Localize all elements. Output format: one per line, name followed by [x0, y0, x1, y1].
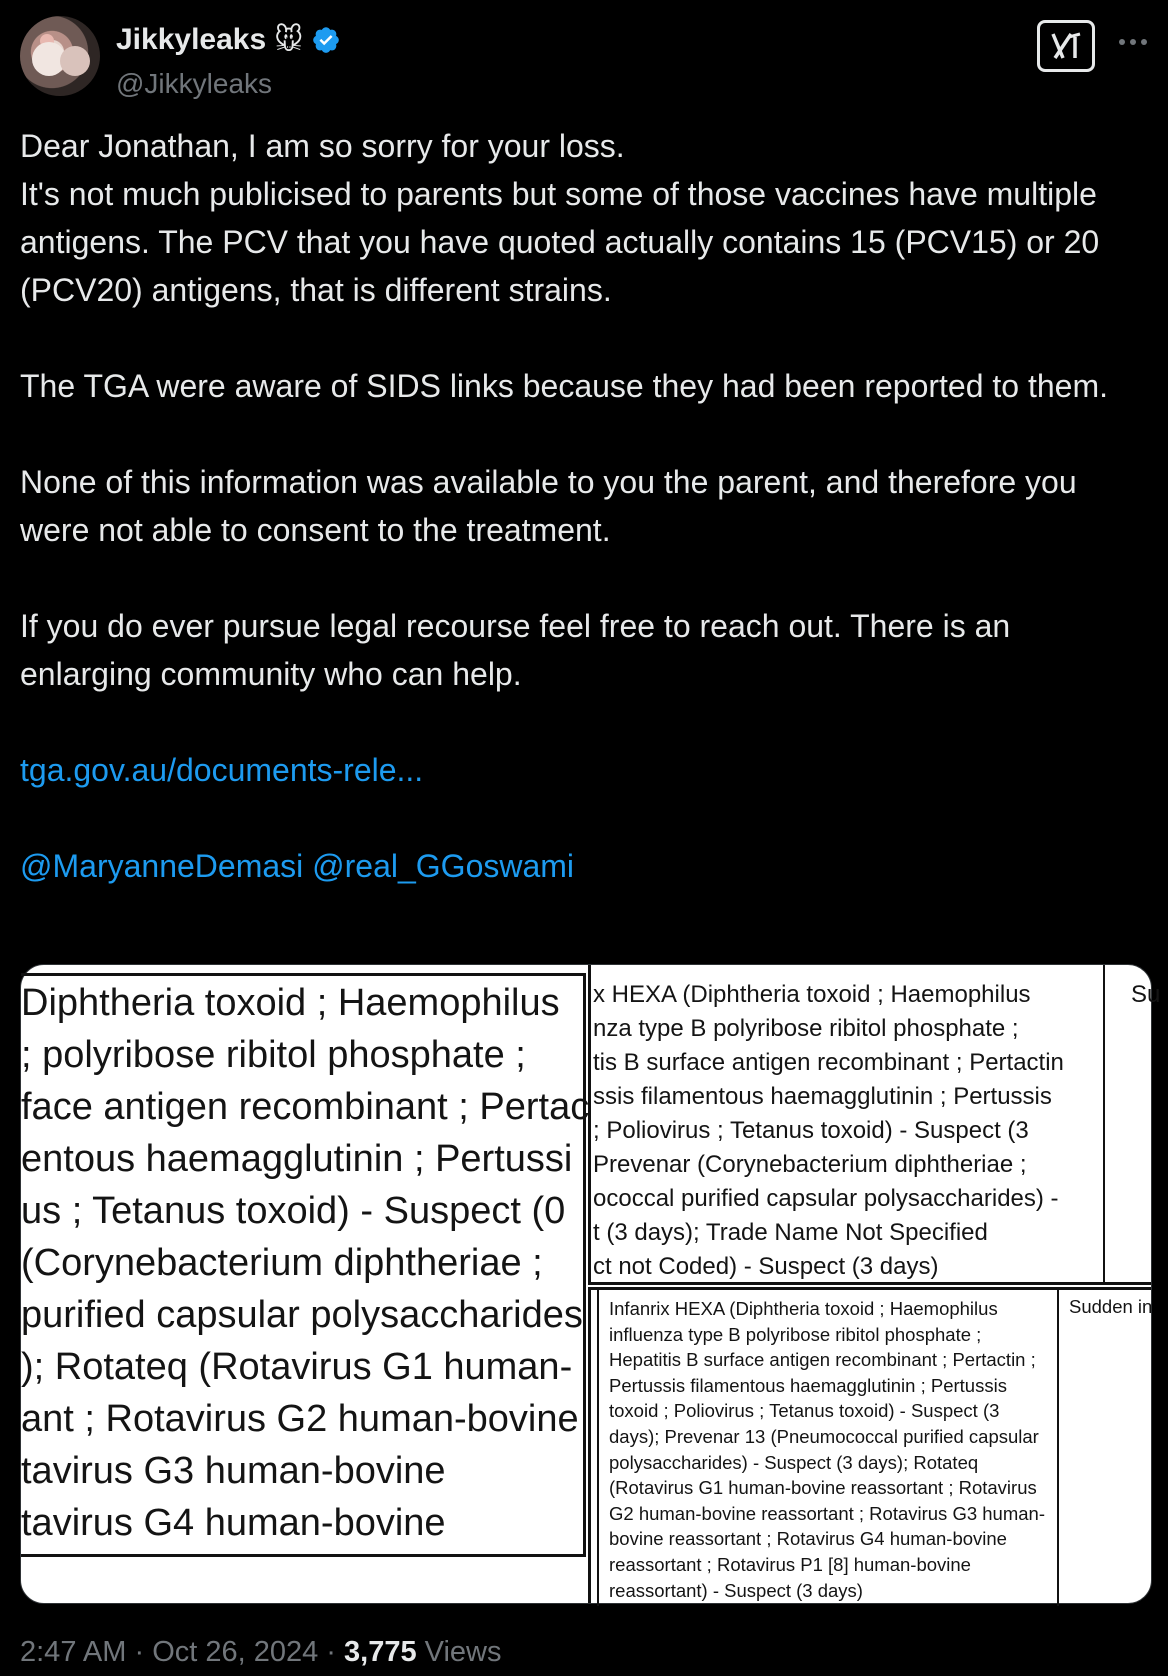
- media-text-line: ; polyribose ribitol phosphate ;: [21, 1034, 526, 1076]
- tweet-line: It's not much publicised to parents but some of those vaccines have multiple antigens. The PCV that you have quoted actually contains 15 (PCV15) or 20 (PCV20) antigens, that is different strains.: [20, 176, 1100, 308]
- media-text-line: tavirus G3 human-bovine: [21, 1450, 446, 1492]
- media-text-line: entous haemagglutinin ; Pertussi: [21, 1138, 573, 1180]
- tweet-time[interactable]: 2:47 AM: [20, 1636, 127, 1668]
- author-display-name[interactable]: Jikkyleaks: [116, 23, 267, 56]
- more-icon[interactable]: [1116, 30, 1150, 54]
- media-text-line: tis B surface antigen recombinant ; Pertactin: [593, 1049, 1064, 1076]
- media-text-line: ); Rotateq (Rotavirus G1 human-: [21, 1346, 573, 1388]
- tweet-header: [20, 16, 1148, 100]
- media-text-line: t (3 days); Trade Name Not Specified: [593, 1219, 988, 1246]
- table-divider: [597, 1290, 599, 1606]
- media-text-line: ant ; Rotavirus G2 human-bovine: [21, 1398, 579, 1440]
- views-label: Views: [424, 1636, 502, 1668]
- media-text-line: ct not Coded) - Suspect (3 days): [593, 1253, 939, 1280]
- media-text-line: (Corynebacterium diphtheriae ;: [21, 1242, 543, 1284]
- mouse-emoji-icon: 🐭: [274, 24, 304, 55]
- tweet-line: None of this information was available to you the parent, and therefore you were not able to consent to the treatment.: [20, 464, 1077, 548]
- media-text-line: ; Poliovirus ; Tetanus toxoid) - Suspect (3: [593, 1117, 1029, 1144]
- tweet-line: Dear Jonathan, I am so sorry for your loss.: [20, 128, 625, 164]
- media-text-line: Sudden in: [1069, 1296, 1153, 1317]
- author-handle[interactable]: @Jikkyleaks: [116, 68, 273, 99]
- tweet-media-image[interactable]: [20, 964, 1161, 1604]
- verified-badge-icon[interactable]: [311, 25, 341, 55]
- views-count: 3,775: [344, 1636, 417, 1668]
- media-text-line: ssis filamentous haemagglutinin ; Pertussis: [593, 1083, 1052, 1110]
- grok-button[interactable]: [1037, 20, 1095, 72]
- media-text-line: nza type B polyribose ribitol phosphate ;: [593, 1015, 1019, 1042]
- media-panel-right-bottom: [588, 1287, 1151, 1603]
- mention-link[interactable]: @MaryanneDemasi: [20, 848, 304, 884]
- media-text-line: x HEXA (Diphtheria toxoid ; Haemophilus: [593, 981, 1031, 1008]
- media-text-line: purified capsular polysaccharides: [21, 1294, 583, 1336]
- media-text-cell: Infanrix HEXA (Diphtheria toxoid ; Haemophilus influenza type B polyribose ribitol phosphate ; Hepatitis B surface antigen recombinant ; Pertactin ; Pertussis filamentous haemagglutinin ; Pertussis toxoid ; Poliovirus ; Tetanus toxoid) - Suspect (3 days); Prevenar 13 (Pneumococcal purified capsular polysaccharides) - Suspect (3 days); Rotateq (Rotavirus G1 human-bovine reassortant ; Rotavirus G2 human-bovine reassortant ; Rotavirus G3 human-bovine reassortant ; Rotavirus G4 human-bovine reassortant ; Rotavirus P1 [8] human-bovine reassortant) - Suspect (3 days): [609, 1298, 1045, 1601]
- mention-link[interactable]: @real_GGoswami: [312, 848, 575, 884]
- table-divider: [1057, 1290, 1059, 1606]
- tweet-line: If you do ever pursue legal recourse feel free to reach out. There is an enlarging community who can help.: [20, 608, 1011, 692]
- avatar[interactable]: [20, 16, 100, 96]
- media-text-line: Diphtheria toxoid ; Haemophilus: [21, 982, 560, 1024]
- media-text-line: ococcal purified capsular polysaccharides) -: [593, 1185, 1059, 1212]
- grok-icon: [1049, 31, 1083, 61]
- media-panel-left: [21, 973, 590, 1557]
- meta-separator: ·: [318, 1636, 345, 1668]
- media-text-line: Prevenar (Corynebacterium diphtheriae ;: [593, 1151, 1027, 1178]
- tweet-meta: [20, 1636, 502, 1669]
- tweet-text: [20, 122, 1150, 890]
- media-text-line: Su: [1131, 981, 1161, 1008]
- table-divider: [1103, 965, 1105, 1285]
- meta-separator: ·: [126, 1636, 153, 1668]
- media-text-line: tavirus G4 human-bovine: [21, 1502, 446, 1544]
- author-name-row: [116, 20, 341, 60]
- tweet-line: The TGA were aware of SIDS links because they had been reported to them.: [20, 368, 1109, 404]
- media-panel-right-top: [588, 965, 1161, 1285]
- media-text-line: us ; Tetanus toxoid) - Suspect (0: [21, 1190, 566, 1232]
- media-text-line: face antigen recombinant ; Pertac: [21, 1086, 590, 1128]
- tweet-date[interactable]: Oct 26, 2024: [152, 1636, 319, 1668]
- tweet-link[interactable]: tga.gov.au/documents-rele...: [20, 752, 424, 788]
